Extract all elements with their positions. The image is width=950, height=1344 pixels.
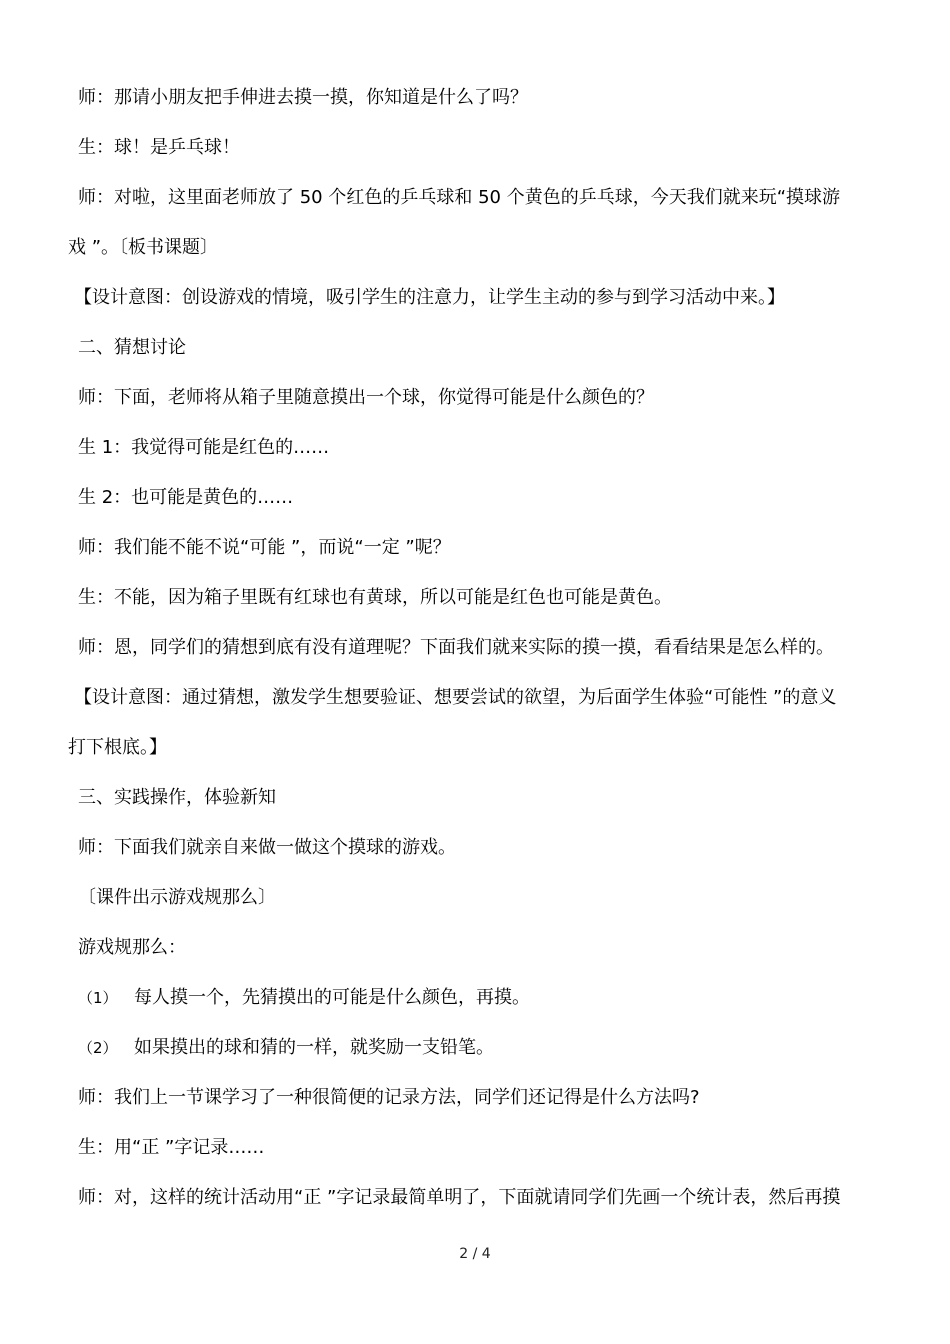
paragraph-line: 师：我们能不能不说“可能 ”，而说“一定 ”呢？ <box>78 537 451 558</box>
paragraph-line: 生：球！是乒乓球！ <box>78 137 240 158</box>
rule-text: 如果摸出的球和猜的一样，就奖励一支铅笔。 <box>134 1037 494 1058</box>
paragraph-line: 生 2：也可能是黄色的…… <box>78 487 294 508</box>
rule-number: （2） <box>78 1039 118 1057</box>
paragraph-line: 师：我们上一节课学习了一种很简便的记录方法，同学们还记得是什么方法吗? <box>78 1087 700 1108</box>
paragraph-line: 师：下面，老师将从箱子里随意摸出一个球，你觉得可能是什么颜色的？ <box>78 387 654 408</box>
paragraph-line: 师：对啦，这里面老师放了 50 个红色的乒乓球和 50 个黄色的乒乓球，今天我们就来玩“摸球游 <box>78 187 841 208</box>
paragraph-line: 师：恩，同学们的猜想到底有没有道理呢？下面我们就来实际的摸一摸，看看结果是怎么样的。 <box>78 637 834 658</box>
paragraph-line: 师：那请小朋友把手伸进去摸一摸，你知道是什么了吗？ <box>78 87 528 108</box>
paragraph-line: 生：不能，因为箱子里既有红球也有黄球，所以可能是红色也可能是黄色。 <box>78 587 672 608</box>
page-number: 2 / 4 <box>459 1246 491 1262</box>
paragraph-line: 戏 ”。〔板书课题〕 <box>68 237 219 258</box>
design-intent-note: 【设计意图：创设游戏的情境，吸引学生的注意力，让学生主动的参与到学习活动中来。】 <box>74 287 785 308</box>
design-intent-note: 打下根底。】 <box>68 737 167 758</box>
paragraph-line: 生：用“正 ”字记录…… <box>78 1137 265 1158</box>
rule-item <box>0 1036 950 1060</box>
rule-text: 每人摸一个，先猜摸出的可能是什么颜色，再摸。 <box>134 987 530 1008</box>
paragraph-line: 〔课件出示游戏规那么〕 <box>78 887 276 908</box>
design-intent-note: 【设计意图：通过猜想，激发学生想要验证、想要尝试的欲望，为后面学生体验“可能性 ”的意义 <box>74 687 837 708</box>
paragraph-line: 生 1：我觉得可能是红色的…… <box>78 437 330 458</box>
paragraph-line: 游戏规那么： <box>78 937 186 958</box>
section-heading: 三、实践操作，体验新知 <box>78 787 276 808</box>
rule-number: （1） <box>78 989 118 1007</box>
section-heading: 二、猜想讨论 <box>78 337 186 358</box>
paragraph-line: 师：对，这样的统计活动用“正 ”字记录最简单明了，下面就请同学们先画一个统计表，然后再摸 <box>78 1187 841 1208</box>
paragraph-line: 师：下面我们就亲自来做一做这个摸球的游戏。 <box>78 837 456 858</box>
rule-item <box>0 986 950 1010</box>
